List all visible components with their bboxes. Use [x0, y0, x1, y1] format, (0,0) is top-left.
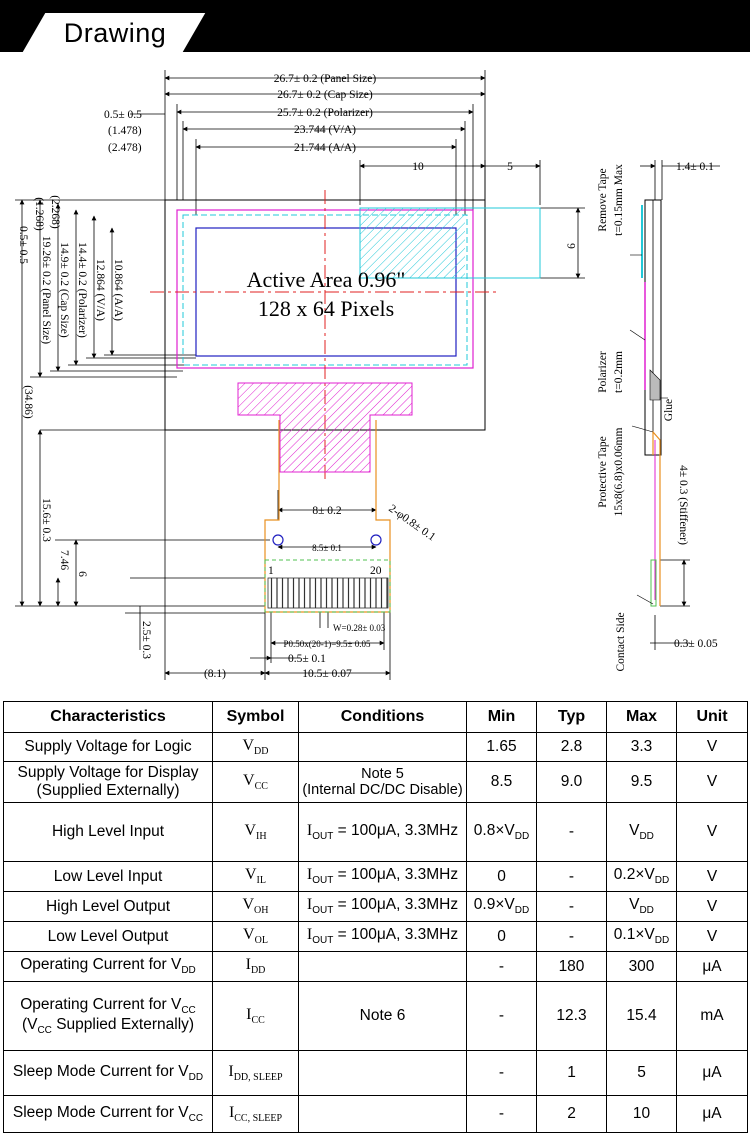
fpc-w: W=0.28± 0.03: [333, 623, 386, 633]
cell-char: Low Level Output: [4, 922, 213, 952]
cell-typ: -: [537, 862, 607, 892]
table-row: [4, 1051, 748, 1096]
side-polarizer: Polarizer: [597, 351, 609, 393]
cell-max: 5: [607, 1051, 677, 1096]
cell-char: Low Level Input: [4, 862, 213, 892]
cell-min: -: [467, 982, 537, 1051]
cell-char: Supply Voltage for Logic: [4, 733, 213, 762]
cell-unit: V: [677, 762, 748, 803]
fpc-105: 10.5± 0.07: [302, 668, 352, 680]
cell-symbol: $I_{DD, SLEEP}$: [213, 1051, 299, 1096]
col-header-typ: Typ: [537, 702, 607, 733]
fpc-pin1: 1: [268, 565, 274, 577]
side-polarizer2: t=0.2mm: [613, 351, 625, 393]
cell-cond: $I_{OUT} = 100\mu A$, 3.3MHz: [299, 922, 467, 952]
cell-symbol: $V_{CC}$: [213, 762, 299, 803]
cell-min: 0: [467, 862, 537, 892]
cell-symbol: $V_{IH}$: [213, 803, 299, 862]
table-header-row: [4, 702, 748, 733]
table-row: [4, 862, 748, 892]
side-remove-tape: Remove Tape: [597, 168, 609, 232]
cell-typ: 12.3: [537, 982, 607, 1051]
cell-cond: [299, 733, 467, 762]
cell-cond: [299, 1051, 467, 1096]
side-stiffener: 4± 0.3 (Stiffener): [677, 465, 689, 545]
col-header-symbol: Symbol: [213, 702, 299, 733]
side-remove-tape2: t=0.15mm Max: [613, 164, 625, 236]
cell-unit: V: [677, 803, 748, 862]
v-2268: (2.268): [49, 195, 61, 229]
dim-polarizer: 25.7± 0.2 (Polarizer): [277, 107, 373, 119]
side-03: 0.3± 0.05: [674, 638, 718, 650]
drawing-svg: [0, 60, 750, 695]
dim-1478: (1.478): [108, 125, 142, 137]
dim-14: 1.4± 0.1: [676, 161, 714, 173]
cell-unit: V: [677, 922, 748, 952]
cell-typ: 2.8: [537, 733, 607, 762]
electrical-characteristics-table: [3, 701, 748, 1133]
cell-typ: -: [537, 922, 607, 952]
fpc-8: 8± 0.2: [312, 505, 342, 517]
fpc-pin20: 20: [370, 565, 382, 577]
cell-unit: mA: [677, 982, 748, 1051]
cell-min: $0.9\times V_{DD}$: [467, 892, 537, 922]
cell-typ: 180: [537, 952, 607, 982]
dim-2478: (2.478): [108, 142, 142, 154]
v-1268: (1.268): [33, 197, 45, 231]
cell-max: 15.4: [607, 982, 677, 1051]
cell-char: Operating Current for $V_{DD}$: [4, 952, 213, 982]
v-3486: (34.86): [22, 385, 34, 419]
fpc-pitch: P0.50x(20-1)=9.5± 0.05: [283, 639, 371, 649]
dim-10: 10: [412, 161, 424, 173]
v-746: 7.46: [58, 549, 70, 571]
cell-max: 9.5: [607, 762, 677, 803]
col-header-conditions: Conditions: [299, 702, 467, 733]
v-05: 0.5± 0.5: [17, 226, 29, 264]
cell-symbol: $V_{IL}$: [213, 862, 299, 892]
col-header-characteristics: Characteristics: [4, 702, 213, 733]
table-row: [4, 1096, 748, 1133]
cell-typ: -: [537, 892, 607, 922]
cell-typ: 9.0: [537, 762, 607, 803]
cell-unit: μA: [677, 1051, 748, 1096]
table-row: [4, 733, 748, 762]
cell-symbol: $V_{OL}$: [213, 922, 299, 952]
cell-char: Sleep Mode Current for $V_{DD}$: [4, 1051, 213, 1096]
dim-6: 6: [566, 243, 578, 249]
cell-typ: -: [537, 803, 607, 862]
side-glue: Glue: [663, 398, 675, 422]
v-1926: 19.26± 0.2 (Panel Size): [40, 235, 52, 345]
cell-min: -: [467, 952, 537, 982]
dim-panel-size: 26.7± 0.2 (Panel Size): [273, 73, 377, 85]
v-12864: 12.864 (V/A): [94, 259, 106, 321]
cell-cond: Note 6: [299, 982, 467, 1051]
table-row: [4, 892, 748, 922]
cell-symbol: $V_{DD}$: [213, 733, 299, 762]
cell-symbol: $I_{DD}$: [213, 952, 299, 982]
cell-char: Sleep Mode Current for $V_{CC}$: [4, 1096, 213, 1133]
cell-max: 10: [607, 1096, 677, 1133]
cell-symbol: $I_{CC, SLEEP}$: [213, 1096, 299, 1133]
dim-aa: 21.744 (A/A): [294, 142, 356, 154]
v-149: 14.9± 0.2 (Cap Size): [58, 242, 70, 338]
cell-cond: Note 5 (Internal DC/DC Disable): [299, 762, 467, 803]
cell-char: Supply Voltage for Display (Supplied Externally): [4, 762, 213, 803]
cell-cond: $I_{OUT} = 100\mu A$, 3.3MHz: [299, 803, 467, 862]
table-row: [4, 762, 748, 803]
col-header-max: Max: [607, 702, 677, 733]
v-10864: 10.864 (A/A): [112, 259, 124, 321]
dim-va: 23.744 (V/A): [294, 124, 356, 136]
cell-typ: 2: [537, 1096, 607, 1133]
cell-min: 8.5: [467, 762, 537, 803]
cell-unit: μA: [677, 1096, 748, 1133]
cell-max: 300: [607, 952, 677, 982]
cell-max: $0.2\times V_{DD}$: [607, 862, 677, 892]
table-row: [4, 922, 748, 952]
cell-min: 1.65: [467, 733, 537, 762]
side-protective: Protective Tape: [597, 436, 609, 508]
side-contact: Contact Side: [615, 612, 627, 672]
section-title: Drawing: [63, 18, 167, 48]
col-header-min: Min: [467, 702, 537, 733]
cell-max: 3.3: [607, 733, 677, 762]
cell-max: $V_{DD}$: [607, 892, 677, 922]
cell-symbol: $V_{OH}$: [213, 892, 299, 922]
cell-char: High Level Output: [4, 892, 213, 922]
dim-cap-size: 26.7± 0.2 (Cap Size): [277, 89, 373, 101]
pixel-count-label: 128 x 64 Pixels: [257, 296, 395, 321]
mechanical-drawing: [0, 60, 750, 695]
cell-cond: [299, 952, 467, 982]
cell-typ: 1: [537, 1051, 607, 1096]
cell-cond: $I_{OUT} = 100\mu A$, 3.3MHz: [299, 862, 467, 892]
cell-min: -: [467, 1051, 537, 1096]
table-row: [4, 952, 748, 982]
cell-max: $0.1\times V_{DD}$: [607, 922, 677, 952]
cell-cond: [299, 1096, 467, 1133]
cell-min: $0.8\times V_{DD}$: [467, 803, 537, 862]
cell-unit: V: [677, 862, 748, 892]
cell-char: High Level Input: [4, 803, 213, 862]
section-header: [0, 0, 750, 52]
table-row: [4, 982, 748, 1051]
cell-symbol: $I_{CC}$: [213, 982, 299, 1051]
cell-max: $V_{DD}$: [607, 803, 677, 862]
table-row: [4, 803, 748, 862]
dim-5: 5: [507, 161, 513, 173]
v-156: 15.6± 0.3: [40, 498, 52, 542]
cell-unit: μA: [677, 952, 748, 982]
dim-05: 0.5± 0.5: [104, 109, 142, 121]
v-6: 6: [76, 571, 88, 577]
fpc-05: 0.5± 0.1: [288, 653, 326, 665]
cell-min: 0: [467, 922, 537, 952]
active-area-label: Active Area 0.96": [246, 267, 406, 292]
fpc-81: (8.1): [203, 668, 227, 680]
cell-unit: V: [677, 892, 748, 922]
fpc-85: 8.5± 0.1: [312, 543, 342, 553]
cell-min: -: [467, 1096, 537, 1133]
v-144: 14.4± 0.2 (Polarizer): [76, 242, 88, 338]
fpc-holes: 2-φ0.8± 0.1: [386, 502, 438, 544]
v-25: 2.5± 0.3: [140, 621, 152, 659]
col-header-unit: Unit: [677, 702, 748, 733]
side-protective2: 15x8(6.8)x0.06mm: [613, 427, 625, 517]
cell-char: Operating Current for $V_{CC}$ ($V_{CC}$ Supplied Externally): [4, 982, 213, 1051]
cell-unit: V: [677, 733, 748, 762]
cell-cond: $I_{OUT} = 100\mu A$, 3.3MHz: [299, 892, 467, 922]
